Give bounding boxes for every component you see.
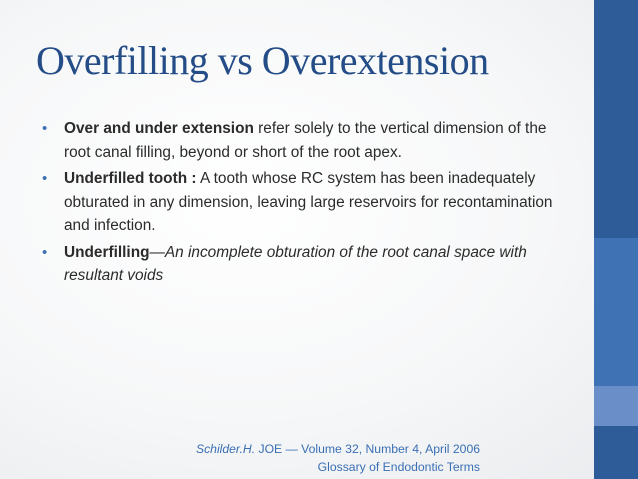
bullet-text: refer solely to the vertical dimension of the root canal filling, beyond or short of the root apex.	[64, 120, 547, 161]
band-segment-accent	[594, 386, 638, 426]
bullet-list	[42, 117, 562, 291]
bullet-text: A tooth whose RC system has been inadequately obturated in any dimension, leaving large reservoirs for recontamination and infection.	[64, 170, 553, 234]
bullet-italic-text: An incomplete obturation of the root canal space with resultant voids	[64, 243, 527, 284]
side-decoration-band	[594, 0, 638, 479]
band-segment-top	[594, 0, 638, 238]
citation	[160, 440, 480, 476]
bullet-item	[42, 241, 562, 288]
band-segment-middle	[594, 238, 638, 386]
citation-source: Glossary of Endodontic Terms	[317, 460, 480, 474]
slide-title: Overfilling vs Overextension	[36, 38, 489, 83]
bullet-dash: —	[149, 243, 165, 261]
bullet-dot-icon: •	[42, 120, 48, 137]
bullet-dot-icon: •	[42, 243, 48, 261]
bullet-bold-term: Over and under extension	[64, 120, 254, 137]
bullet-item	[42, 167, 562, 238]
citation-journal: JOE — Volume 32, Number 4, April 2006	[255, 442, 480, 456]
bullet-bold-term: Underfilled tooth :	[64, 170, 197, 187]
bullet-dot-icon: •	[42, 170, 48, 187]
bullet-bold-term: Underfilling	[64, 243, 150, 261]
band-segment-bottom	[594, 426, 638, 479]
citation-author: Schilder.H.	[195, 442, 256, 456]
citation-line-1	[160, 440, 480, 458]
bullet-item	[42, 117, 562, 164]
